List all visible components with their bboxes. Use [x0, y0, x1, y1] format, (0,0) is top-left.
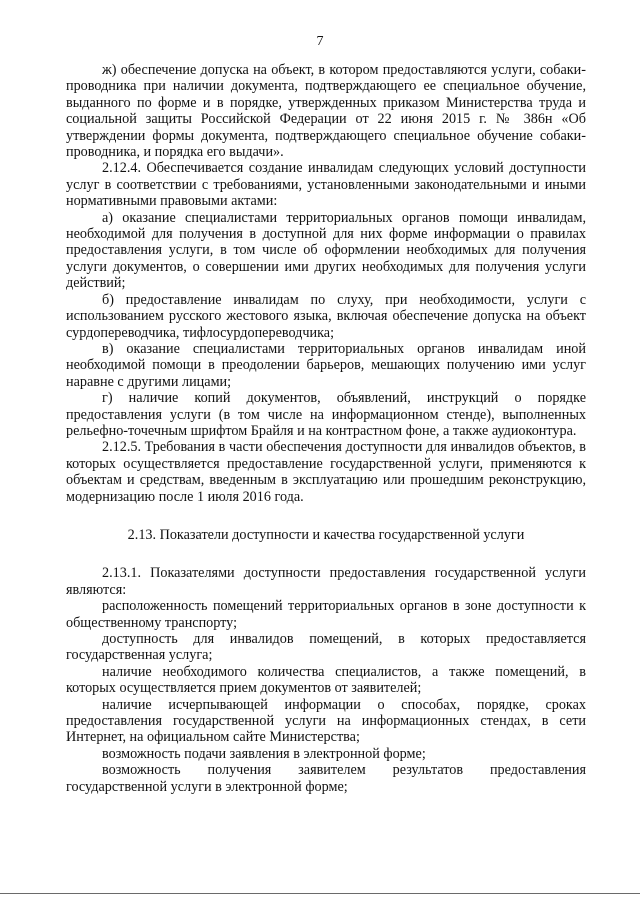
paragraph-2-12-4: 2.12.4. Обеспечивается создание инвалидам следующих условий доступности услуг в соответствии с требованиями, установленными законодательными и иными нормативными правовыми актами:	[66, 160, 586, 210]
list-item-electronic-application: возможность подачи заявления в электронной форме;	[102, 745, 426, 762]
paragraph-2-13-1: 2.13.1. Показателями доступности предоставления государственной услуги являются:	[66, 565, 586, 598]
paragraph-v: в) оказание специалистами территориальных органов инвалидам иной необходимой помощи в преодолении барьеров, мешающих получению ими услуг наравне с другими лицами;	[66, 340, 586, 390]
paragraph-g: г) наличие копий документов, объявлений, инструкций о порядке предоставления услуги (в том числе на информационном стенде), выполненных рельефно-точечным шрифтом Брайля и на контрастном фоне, а также аудиоконтура.	[66, 390, 586, 439]
document-body	[66, 62, 586, 795]
bottom-divider	[0, 893, 640, 894]
page-number: 7	[316, 34, 324, 49]
list-item-transport: расположенность помещений территориальных органов в зоне доступности к общественному транспорту;	[66, 598, 586, 631]
list-item-accessibility: доступность для инвалидов помещений, в которых предоставляется государственная услуга;	[66, 631, 586, 664]
paragraph-zh: ж) обеспечение допуска на объект, в котором предоставляются услуги, собаки-проводника при наличии документа, подтверждающего ее специальное обучение, выданного по форме и в порядке, утвержденных приказом Министерства труда и социальной защиты Российской Федерации от 22 июня 2015 г. № 386н «Об утверждении формы документа, подтверждающего специальное обучение собаки-проводника, и порядка его выдачи».	[66, 62, 586, 161]
section-heading-2-13: 2.13. Показатели доступности и качества государственной услуги	[127, 526, 525, 543]
list-item-information: наличие исчерпывающей информации о способах, порядке, сроках предоставления государственной услуги на информационных стендах, в сети Интернет, на официальном сайте Министерства;	[66, 696, 586, 746]
list-item-electronic-result: возможность получения заявителем результатов предоставления государственной услуги в электронной форме;	[66, 762, 586, 795]
paragraph-2-12-5: 2.12.5. Требования в части обеспечения доступности для инвалидов объектов, в которых осуществляется предоставление государственной услуги, применяются к объектам и средствам, введенным в эксплуатацию или прошедшим реконструкцию, модернизацию после 1 июля 2016 года.	[66, 439, 586, 505]
paragraph-a: а) оказание специалистами территориальных органов помощи инвалидам, необходимой для получения в доступной для них форме информации о правилах предоставления услуги, в том числе об оформлении необходимых для получения услуги документов, о совершении ими других необходимых для получения услуги действий;	[66, 209, 586, 292]
list-item-specialists: наличие необходимого количества специалистов, а также помещений, в которых осуществляется прием документов от заявителей;	[66, 663, 586, 697]
paragraph-b: б) предоставление инвалидам по слуху, при необходимости, услуги с использованием русского жестового языка, включая обеспечение допуска на объект сурдопереводчика, тифлосурдопереводчика;	[66, 291, 586, 341]
